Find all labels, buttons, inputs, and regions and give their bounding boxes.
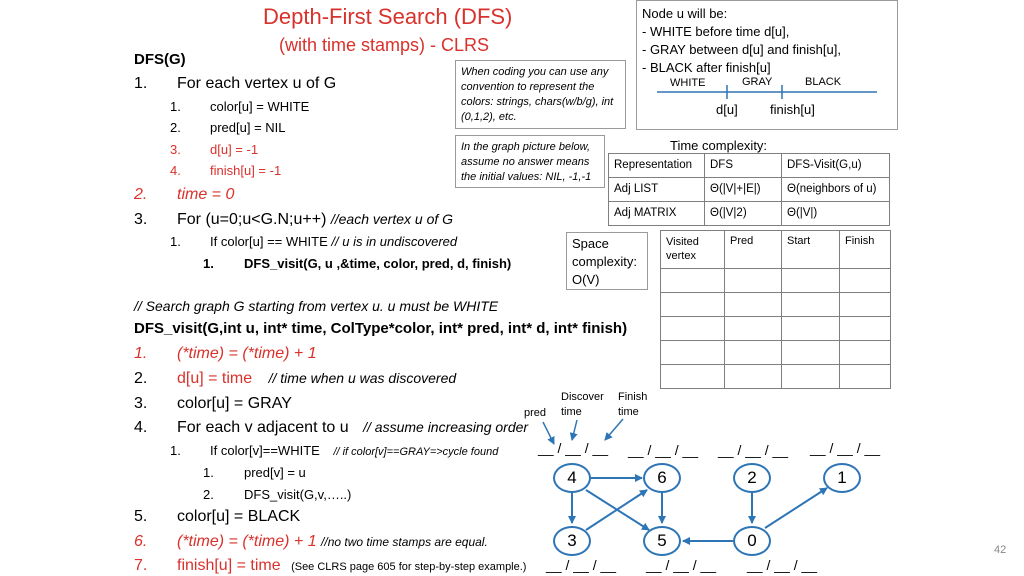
table-cell [840, 293, 891, 317]
dfs-line-code: If color[u] == WHITE [210, 234, 328, 249]
visit-line-code [177, 370, 257, 387]
graph-node-5: 5 [643, 526, 681, 556]
dfs-header: DFS(G) [134, 51, 186, 68]
line-number: 1. [134, 345, 148, 362]
visit-line [210, 443, 498, 458]
visit-line: pred[v] = u [244, 465, 306, 480]
line-number: 5. [134, 508, 148, 525]
table-header: Visited vertex [661, 231, 725, 269]
table-cell [725, 365, 782, 389]
line-number: 3. [170, 142, 181, 157]
visit-line [177, 370, 456, 388]
table-cell [840, 365, 891, 389]
table-cell [661, 317, 725, 341]
table-cell: Θ(|V|+|E|) [705, 178, 782, 202]
table-cell [661, 341, 725, 365]
line-number: 1. [170, 234, 181, 249]
table-cell: Θ(neighbors of u) [782, 178, 890, 202]
time-complexity-title: Time complexity: [670, 138, 768, 153]
visit-line-code: For each v adjacent to u [177, 419, 349, 436]
gray-label: GRAY [742, 76, 773, 88]
visit-line-code: finish[u] = time [177, 557, 281, 574]
table-cell [840, 269, 891, 293]
graph-assumption-note [455, 135, 605, 188]
visit-line-code: (*time) = (*time) + 1 [177, 533, 317, 550]
timestamp-blank: __ / __ / __ [747, 557, 818, 573]
line-number: 1. [134, 75, 148, 92]
timestamp-blank: __ / __ / __ [810, 440, 881, 456]
page-number: 42 [994, 544, 1007, 556]
table-cell: Adj MATRIX [609, 202, 705, 226]
dfs-line [177, 211, 453, 229]
node-box-line: - WHITE before time d[u], [642, 24, 790, 39]
table-header: DFS-Visit(G,u) [782, 154, 890, 178]
table-header: Start [782, 231, 840, 269]
node-box-line: Node u will be: [642, 6, 728, 21]
visit-line: (*time) = (*time) + 1 [177, 345, 317, 362]
dfs-line: d[u] = -1 [210, 142, 259, 157]
timestamp-blank: __ / __ / __ [546, 557, 617, 573]
line-number: 3. [134, 211, 148, 228]
node-box-line: - BLACK after finish[u] [642, 60, 771, 75]
table-cell [782, 317, 840, 341]
line-number: 1. [170, 99, 181, 114]
dfs-line: For each vertex u of G [177, 75, 337, 92]
table-header: Pred [725, 231, 782, 269]
edge-0-1 [765, 488, 827, 528]
dfs-line: color[u] = WHITE [210, 99, 310, 114]
pointer-finish [605, 419, 623, 440]
graph-node-3: 3 [553, 526, 591, 556]
table-cell [840, 341, 891, 365]
code-comment: // time when u was discovered [268, 370, 457, 386]
line-number: 2. [134, 370, 148, 387]
table-cell [725, 341, 782, 365]
visit-line [177, 419, 528, 437]
line-number: 3. [134, 395, 148, 412]
code-comment: //no two time stamps are equal. [321, 535, 488, 549]
visit-line: color[u] = BLACK [177, 508, 301, 525]
visited-table [660, 230, 891, 389]
table-cell [725, 269, 782, 293]
line-number: 6. [134, 533, 148, 550]
time-complexity-table [608, 153, 890, 226]
graph-node-6: 6 [643, 463, 681, 493]
graph-node-0: 0 [733, 526, 771, 556]
table-cell [725, 317, 782, 341]
visit-line [177, 557, 526, 575]
line-number: 2. [170, 120, 181, 135]
timestamp-blank: __ / __ / __ [628, 442, 699, 458]
visit-line-code: If color[v]==WHITE [210, 443, 320, 458]
table-cell [840, 317, 891, 341]
table-cell [661, 269, 725, 293]
table-cell [782, 365, 840, 389]
page-subtitle: (with time stamps) - CLRS [279, 35, 490, 55]
discover-label: Discover time [561, 391, 604, 418]
dfs-line-code: For (u=0;u<G.N;u++) [177, 211, 327, 228]
table-cell: Θ(|V|) [782, 202, 890, 226]
color-convention-note [455, 60, 626, 129]
code-comment: // u is in undiscovered [331, 234, 458, 249]
finish-time-label: Finish time [618, 391, 648, 418]
line-number: 7. [134, 557, 148, 574]
table-cell [725, 293, 782, 317]
timestamp-blank: __ / __ / __ [718, 442, 789, 458]
visit-line: DFS_visit(G,v,…..) [244, 487, 352, 502]
timeline-axis [637, 1, 897, 129]
visit-line [177, 533, 488, 551]
visit-line: color[u] = GRAY [177, 395, 292, 412]
timestamp-blank: __ / __ / __ [538, 440, 609, 456]
code-comment: // if color[v]==GRAY=>cycle found [333, 446, 499, 458]
table-cell [782, 269, 840, 293]
table-cell [782, 341, 840, 365]
table-cell [661, 365, 725, 389]
line-number: 2. [134, 186, 148, 203]
space-complexity-box [566, 232, 648, 290]
table-cell [661, 293, 725, 317]
node-color-box [636, 0, 898, 130]
edge-4-5 [586, 490, 649, 530]
code-comment: // Search graph G starting from vertex u. u must be WHITE [134, 298, 499, 314]
du-label: d[u] [716, 102, 738, 117]
page-title: Depth-First Search (DFS) [263, 4, 513, 29]
table-cell [782, 293, 840, 317]
table-header: DFS [705, 154, 782, 178]
line-number: 1. [203, 465, 214, 480]
line-number: 4. [170, 163, 181, 178]
dfs-line: finish[u] = -1 [210, 163, 282, 178]
dfs-line: pred[u] = NIL [210, 120, 286, 135]
line-number: 1. [203, 256, 214, 271]
edge-3-6 [586, 490, 647, 530]
dfs-line: DFS_visit(G, u ,&time, color, pred, d, finish) [244, 256, 512, 271]
table-header: Finish [840, 231, 891, 269]
space-text: Space complexity: O(V) [572, 236, 638, 287]
white-label: WHITE [670, 77, 706, 89]
table-cell: Θ(|V|2) [705, 202, 782, 226]
node-box-line: - GRAY between d[u] and finish[u], [642, 42, 841, 57]
pred-label: pred [524, 407, 547, 419]
line-number: 1. [170, 443, 181, 458]
graph-node-4: 4 [553, 463, 591, 493]
note-text: In the graph picture below, assume no answer means the initial values: NIL, -1,-1 [461, 141, 592, 183]
visit-line-text: d[u] = time [177, 370, 253, 387]
table-header: Representation [609, 154, 705, 178]
note-text: When coding you can use any convention to represent the colors: strings, chars(w/b/g), int (0,1,2), etc. [461, 66, 614, 123]
timestamp-blank: __ / __ / __ [646, 557, 717, 573]
line-number: 2. [203, 487, 214, 502]
code-comment: // assume increasing order [363, 419, 529, 435]
dfs-visit-header: DFS_visit(G,int u, int* time, ColType*color, int* pred, int* d, int* finish) [134, 320, 628, 337]
finish-label: finish[u] [770, 102, 815, 117]
pointer-discover [572, 420, 577, 440]
graph-node-2: 2 [733, 463, 771, 493]
code-comment: //each vertex u of G [330, 211, 454, 227]
black-label: BLACK [805, 76, 842, 88]
dfs-line [210, 234, 457, 249]
line-number: 4. [134, 419, 148, 436]
graph-node-1: 1 [823, 463, 861, 493]
code-comment: (See CLRS page 605 for step-by-step example.) [291, 561, 527, 573]
table-cell: Adj LIST [609, 178, 705, 202]
dfs-line: time = 0 [177, 186, 235, 203]
